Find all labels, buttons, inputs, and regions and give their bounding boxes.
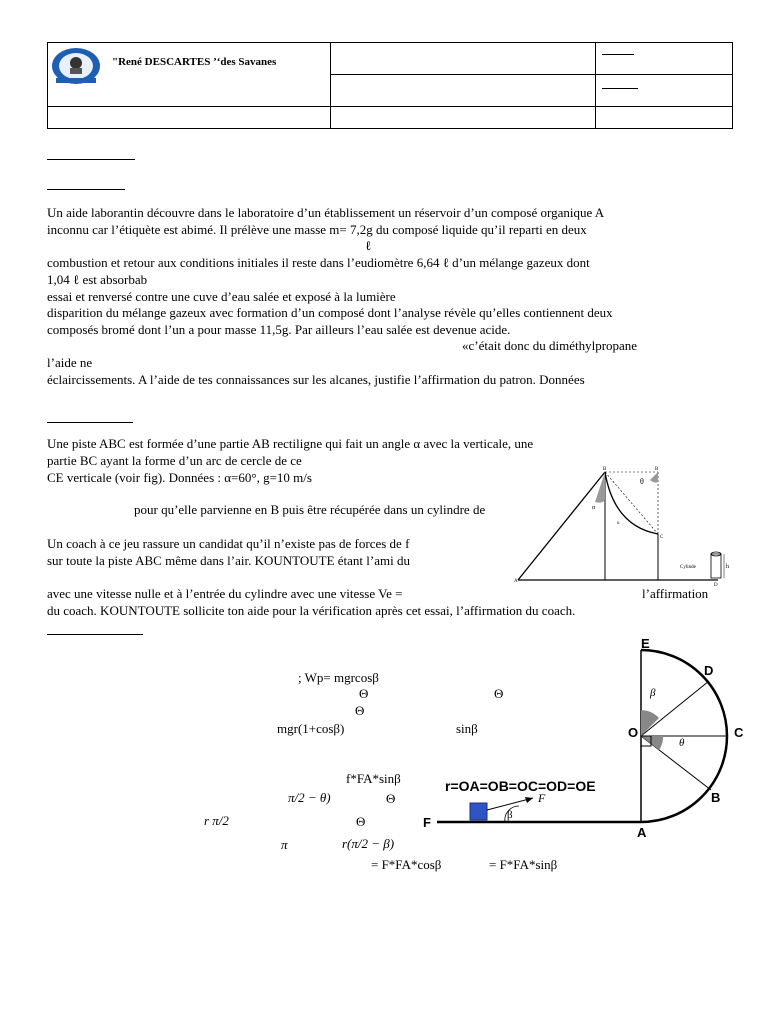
- ex2-line: avec une vitesse nulle et à l’entrée du cylindre avec une vitesse Ve =: [47, 586, 403, 601]
- ex2-line: l’affirmation: [642, 586, 709, 601]
- solution-theta: Θ: [494, 686, 504, 701]
- solution-eq-cos: = F*FA*cosβ: [371, 857, 442, 872]
- solution-wp: ; Wp= mgrcosβ: [298, 670, 379, 685]
- ex1-line: 1,04 ℓ est absorbab: [47, 272, 148, 287]
- solution-theta: Θ: [359, 686, 369, 701]
- solution-sinb: sinβ: [456, 721, 478, 736]
- school-cell: [48, 43, 331, 107]
- fig2-force-f: F: [538, 791, 546, 805]
- ex1-line: ℓ: [365, 238, 372, 253]
- fig1-label-cylinder: Cylinde: [680, 565, 696, 570]
- ex1-line: éclaircissements. A l’aide de tes connaissances sur les alcanes, justifie l’affirmation du patron. Données: [47, 372, 585, 387]
- fig1-label-b2: B: [655, 467, 659, 472]
- fig2-label-d: D: [704, 663, 714, 678]
- ex1-line: inconnu car l’étiquète est abimé. Il prélève une masse m= 7,2g du composé liquide qu’il reparti en deux: [47, 222, 587, 237]
- fig2-angle-beta-f: β: [507, 809, 513, 821]
- header-cell-2: [331, 43, 596, 75]
- fig2-label-e: E: [641, 636, 650, 651]
- track-figure: [510, 462, 740, 587]
- ex2-line: Un coach à ce jeu rassure un candidat qu’il n’existe pas de forces de f: [47, 536, 410, 551]
- ex1-line: disparition du mélange gazeux avec formation d’un composé dont l’analyse révèle qu’elles contiennent deux: [47, 305, 613, 320]
- fig2-angle-theta: θ: [679, 737, 685, 749]
- ex2-line: du coach. KOUNTOUTE sollicite ton aide pour la vérification après cet essai, l’affirmation du coach.: [47, 603, 576, 618]
- solution-pi: π: [281, 837, 288, 852]
- header-cell-4: [331, 75, 596, 107]
- school-logo-icon: [50, 45, 102, 87]
- ex1-line: «c’était donc du diméthylpropane: [462, 338, 638, 353]
- ex1-line: composés bromé dont l’un a pour masse 11,5g. Par ailleurs l’eau salée est devenue acide.: [47, 322, 511, 337]
- exercise2-heading-rule: [47, 422, 133, 423]
- fig2-angle-beta: β: [650, 687, 656, 699]
- fig2-label-b: B: [711, 790, 721, 805]
- header-cell-6: [48, 107, 331, 129]
- fig2-label-o: O: [628, 725, 639, 740]
- header-table: [47, 42, 733, 129]
- semicircle-figure: [415, 630, 755, 845]
- fig2-label-a: A: [637, 825, 647, 840]
- ex2-line: CE verticale (voir fig). Données : α=60°, g=10 m/s: [47, 470, 312, 485]
- fig2-label-c: C: [734, 725, 744, 740]
- header-cell-8: [596, 107, 733, 129]
- section-heading-rule: [47, 159, 135, 160]
- ex2-line: partie BC ayant la forme d’un arc de cercle de ce: [47, 453, 302, 468]
- header-cell-5: [596, 75, 733, 107]
- fig1-label-alpha: α: [592, 505, 596, 511]
- fig1-label-a: A: [514, 579, 518, 584]
- school-name: "René DESCARTES ’‘des Savanes: [112, 56, 277, 68]
- solution-pi2-theta: π/2 − θ): [288, 790, 331, 805]
- fig2-label-f: F: [423, 815, 431, 830]
- solution-theta: Θ: [355, 703, 365, 718]
- solution-heading-rule: [47, 634, 143, 635]
- solution-theta: Θ: [356, 814, 366, 829]
- solution-mgr: mgr(1+cosβ): [277, 721, 345, 736]
- solution-r-pi2-beta: r(π/2 − β): [342, 836, 395, 851]
- exercise1-heading-rule: [47, 189, 125, 190]
- fig1-label-h: h: [726, 564, 729, 570]
- ex1-line: Un aide laborantin découvre dans le laboratoire d’un établissement un réservoir d’un composé organique A: [47, 205, 605, 220]
- fig1-label-d: D: [714, 583, 718, 587]
- ex1-line: combustion et retour aux conditions initiales il reste dans l’eudiomètre 6,64 ℓ d’un mélange gazeux dont: [47, 255, 590, 270]
- solution-ffa-sin: f*FA*sinβ: [346, 771, 401, 786]
- solution-eq-sin: = F*FA*sinβ: [489, 857, 558, 872]
- ex2-line: Une piste ABC est formée d’une partie AB rectiligne qui fait un angle α avec la verticale, une: [47, 436, 534, 451]
- fig1-label-theta: θ: [640, 477, 644, 486]
- fig2-relation: r=OA=OB=OC=OD=OE: [445, 778, 596, 794]
- solution-r-pi2: r π/2: [204, 813, 229, 828]
- ex1-line: essai et renversé contre une cuve d’eau salée et exposé à la lumière: [47, 289, 396, 304]
- fig1-label-c: C: [660, 535, 664, 540]
- ex2-line: pour qu’elle parvienne en B puis être récupérée dans un cylindre de: [134, 502, 486, 517]
- header-cell-3: [596, 43, 733, 75]
- ex1-line: l’aide ne: [47, 355, 93, 370]
- solution-theta: Θ: [386, 791, 396, 806]
- fig1-label-b: B: [603, 467, 607, 472]
- fig1-label-u: u: [617, 521, 620, 526]
- ex2-line: sur toute la piste ABC même dans l’air. KOUNTOUTE étant l’ami du: [47, 553, 410, 568]
- header-cell-7: [331, 107, 596, 129]
